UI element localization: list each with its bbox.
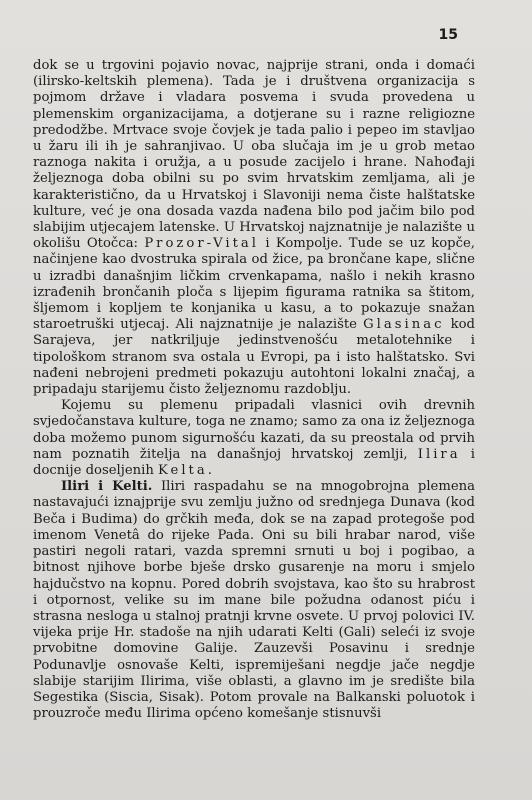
paragraph-1-text-c: kod Sarajeva, jer natkriljuje jedinstvenošću metalotehnike i tipološkom stranom sva ostala u Evropi, pa i isto halštatsko. Svi nađeni nebrojeni predmeti pokazuju autohtoni lokalni značaj, a pripadaju starijemu čisto željeznomu razdoblju. xyxy=(33,317,475,398)
page-number: 15 xyxy=(438,27,458,43)
paragraph-2-text-c: . xyxy=(207,463,212,479)
body-text xyxy=(33,58,475,722)
paragraph-2-text-a: Kojemu su plemenu pripadali vlasnici ovih drevnih svjedočanstava kulture, toga ne znamo; samo za ona iz željeznoga doba možemo punom sigurnošću kazati, da su preostala od prvih nam poznatih žitelja na današnjoj hrvatskoj zemlji, xyxy=(33,398,475,462)
section-heading-iliri-i-kelti: Iliri i Kelti. xyxy=(61,479,153,495)
paragraph-3 xyxy=(33,479,475,722)
paragraph-3-text: Iliri raspadahu se na mnogobrojna plemena nastavajući iznajprije svu zemlju južno od srednjega Dunava (kod Beča i Budima) do grčkih međa, dok se na zapad protegoše pod imenom Venetâ do rijeke Pada. Oni su bili hrabar narod, više pastiri negoli ratari, vazda spremni srnuti u boj i pogibao, a bitnost njihove borbe bješe drsko gusarenje na moru i smjelo hajdučstvo na kopnu. Pored dobrih svojstava, kao što su hrabrost i otpornost, velike su im mane bile požudna odanost piću i strasna nesloga u stalnoj pratnji krvne osvete. U prvoj polovici IV. vijeka prije Hr. stadoše na njih udarati Kelti (Gali) seleći iz svoje prvobitne domovine Galije. Zauzevši Posavinu i srednje Podunavlje osnovaše Kelti, ispremiješani negdje jače negdje slabije starijim Ilirima, više oblasti, a glavno im je središte bila Segestika (Siscia, Sisak). Potom provale na Balkanski poluotok i prouzroče među Ilirima općeno komešanje stisnuvši xyxy=(33,479,476,722)
paragraph-2 xyxy=(33,398,475,479)
place-name-glasinac: Glasinac xyxy=(363,317,445,333)
people-name-kelta: Kelta xyxy=(158,463,208,479)
paragraph-2-text-b: i docnije doseljenih xyxy=(33,446,475,479)
place-name-prozor-vital: Prozor-Vital xyxy=(144,236,260,252)
paragraph-1 xyxy=(33,58,475,398)
people-name-ilira: Ilira xyxy=(417,446,461,462)
paragraph-1-text-b: i Kompolje. Tude se uz kopče, načinjene kao dvostruka spirala od žice, pa brončane kape, slične u izradbi današnjim ličkim crvenkapama, našlo i nekih krasno izrađenih brončanih ploča s lijepim figurama ratnika sa štitom, šljemom i kopljem te konjanika u kasu, a to pokazuje snažan staroetruški utjecaj. Ali najznatnije je nalazište xyxy=(33,236,475,333)
paragraph-1-text-a: dok se u trgovini pojavio novac, najprije strani, onda i domaći (ilirsko-keltskih plemena). Tada je i društvena organizacija s pojmom države i vladara posvema i svuda provedena u plemenskim organizacijama, a dotjerane su i razne religiozne predodžbe. Mrtvace svoje čovjek je tada palio i pepeo im stavljao u žaru ili ih je sahranjivao. U oba slučaja im je u grob metao raznoga nakita i oružja, a u posude zacijelo i hrane. Nahođaji željeznoga doba obilni su po svim hrvatskim zemljama, ali je karakteristično, da u Hrvatskoj i Slavoniji nema čiste halštatske kulture, već je ona dosada vazda nađena bilo pod jačim bilo pod slabijim utjecajem latenske. U Hrvatskoj najznatnije je nalazište u okolišu Otočca: xyxy=(33,58,475,252)
